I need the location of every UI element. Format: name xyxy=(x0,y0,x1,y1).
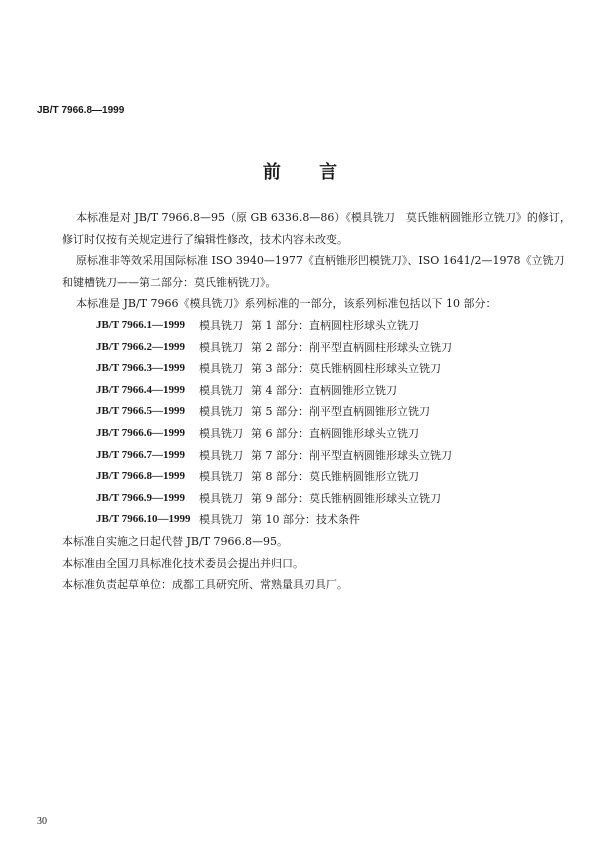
part-code: JB/T 7966.5—1999 xyxy=(96,405,186,418)
part-name: 模具铣刀 xyxy=(199,383,243,397)
paragraph-line: 本标准由全国刀具标准化技术委员会提出并归口。 xyxy=(62,556,304,570)
list-item xyxy=(62,466,542,488)
list-item xyxy=(62,380,542,402)
part-name: 模具铣刀 xyxy=(199,318,243,332)
page-number: 30 xyxy=(37,816,47,827)
part-name: 模具铣刀 xyxy=(199,362,243,376)
part-code: JB/T 7966.1—1999 xyxy=(96,318,186,331)
foreword-body xyxy=(62,207,571,596)
paragraph-line: 本标准自实施之日起代替 JB/T 7966.8—95。 xyxy=(62,534,289,548)
part-part: 第 7 部分：削平型直柄圆锥形球头立铣刀 xyxy=(251,448,452,462)
part-part: 第 3 部分：莫氏锥柄圆柱形球头立铣刀 xyxy=(251,362,441,376)
list-item xyxy=(62,315,542,337)
part-part: 第 5 部分：削平型直柄圆锥形立铣刀 xyxy=(251,405,430,419)
part-code: JB/T 7966.6—1999 xyxy=(96,426,186,439)
part-part: 第 10 部分：技术条件 xyxy=(251,513,360,527)
paragraph-line: 修订时仅按有关规定进行了编辑性修改，技术内容未改变。 xyxy=(62,232,348,246)
paragraph-line: 原标准非等效采用国际标准 ISO 3940—1977《直柄锥形凹模铣刀》、ISO 1641/2—1978《立铣刀 xyxy=(76,254,565,268)
part-code: JB/T 7966.9—1999 xyxy=(96,491,186,504)
part-name: 模具铣刀 xyxy=(199,448,243,462)
part-code: JB/T 7966.7—1999 xyxy=(96,448,186,461)
part-code: JB/T 7966.8—1999 xyxy=(96,470,186,483)
list-item xyxy=(62,337,542,359)
paragraph-line: 本标准是对 JB/T 7966.8—95（原 GB 6336.8—86）《模具铣刀 莫氏锥柄圆锥形立铣刀》的修订， xyxy=(76,211,571,224)
part-code: JB/T 7966.3—1999 xyxy=(96,362,186,375)
part-name: 模具铣刀 xyxy=(199,491,243,505)
parts-list xyxy=(62,315,542,531)
list-item xyxy=(62,423,542,445)
part-part: 第 9 部分：莫氏锥柄圆锥形球头立铣刀 xyxy=(251,491,441,505)
part-name: 模具铣刀 xyxy=(199,426,243,440)
paragraph-line: 本标准负责起草单位：成都工具研究所、常熟量具刃具厂。 xyxy=(62,578,348,592)
part-part: 第 1 部分：直柄圆柱形球头立铣刀 xyxy=(251,318,419,332)
list-item xyxy=(62,488,542,510)
part-part: 第 6 部分：直柄圆锥形球头立铣刀 xyxy=(251,426,419,440)
part-code: JB/T 7966.10—1999 xyxy=(96,513,191,526)
part-code: JB/T 7966.4—1999 xyxy=(96,383,186,396)
part-part: 第 4 部分：直柄圆锥形立铣刀 xyxy=(251,383,397,397)
list-item xyxy=(62,445,542,467)
paragraph-line: 和键槽铣刀——第二部分：莫氏锥柄铣刀》。 xyxy=(62,275,277,289)
list-item xyxy=(62,401,542,423)
paragraph-line: 本标准是 JB/T 7966《模具铣刀》系列标准的一部分，该系列标准包括以下 10 部分： xyxy=(76,297,497,311)
list-item xyxy=(62,509,542,531)
part-name: 模具铣刀 xyxy=(199,513,243,527)
part-part: 第 2 部分：削平型直柄圆柱形球头立铣刀 xyxy=(251,340,452,354)
part-name: 模具铣刀 xyxy=(199,340,243,354)
part-part: 第 8 部分：莫氏锥柄圆锥形立铣刀 xyxy=(251,470,419,484)
part-name: 模具铣刀 xyxy=(199,470,243,484)
part-name: 模具铣刀 xyxy=(199,405,243,419)
part-code: JB/T 7966.2—1999 xyxy=(96,340,186,353)
list-item xyxy=(62,358,542,380)
document-code-header: JB/T 7966.8—1999 xyxy=(37,105,125,116)
page-title: 前 言 xyxy=(262,162,354,183)
